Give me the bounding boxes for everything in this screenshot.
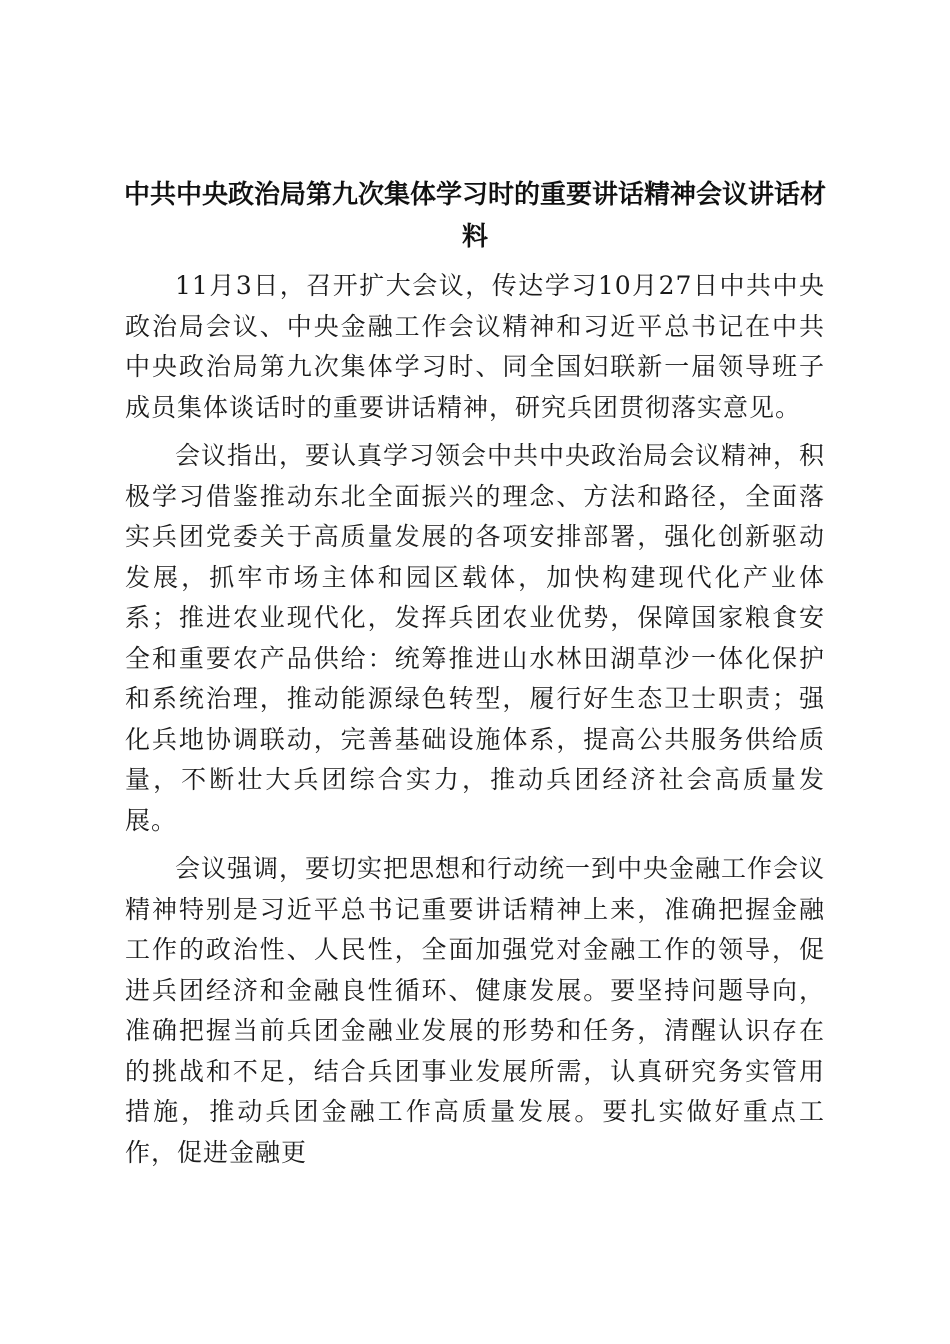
paragraph: 会议强调，要切实把思想和行动统一到中央金融工作会议精神特别是习近平总书记重要讲话精神上来，准确把握金融工作的政治性、人民性，全面加强党对金融工作的领导，促进兵团经济和金融良性循环、健康发展。要坚持问题导向，准确把握当前兵团金融业发展的形势和任务，清醒认识存在的挑战和不足，结合兵团事业发展所需，认真研究务实管用措施，推动兵团金融工作高质量发展。要扎实做好重点工作，促进金融更 — [125, 854, 826, 1167]
document-title: 中共中央政治局第九次集体学习时的重要讲话精神会议讲话材料 — [123, 180, 826, 252]
paragraph: 11月3日，召开扩大会议，传达学习10月27日中共中央政治局会议、中央金融工作会议精神和习近平总书记在中共中央政治局第九次集体学习时、同全国妇联新一届领导班子成员集体谈话时的重要讲话精神，研究兵团贯彻落实意见。 — [125, 271, 825, 422]
document-body — [125, 266, 825, 1181]
paragraph: 会议指出，要认真学习领会中共中央政治局会议精神，积极学习借鉴推动东北全面振兴的理念、方法和路径，全面落实兵团党委关于高质量发展的各项安排部署，强化创新驱动发展，抓牢市场主体和园区载体，加快构建现代化产业体系；推进农业现代化，发挥兵团农业优势，保障国家粮食安全和重要农产品供给：统筹推进山水林田湖草沙一体化保护和系统治理，推动能源绿色转型，履行好生态卫士职责；强化兵地协调联动，完善基础设施体系，提高公共服务供给质量，不断壮大兵团综合实力，推动兵团经济社会高质量发展。 — [125, 441, 826, 835]
